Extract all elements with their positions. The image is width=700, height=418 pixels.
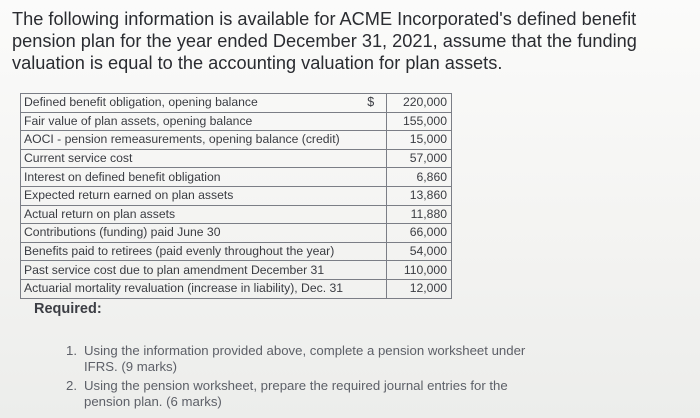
row-label: Contributions (funding) paid June 30 [21, 224, 387, 243]
row-value: 11,880 [386, 205, 451, 224]
row-label: Benefits paid to retirees (paid evenly throughout the year) [21, 242, 387, 261]
row-label: Fair value of plan assets, opening balance [21, 112, 387, 131]
row-label: Actual return on plan assets [21, 205, 387, 224]
row-value: 54,000 [386, 242, 451, 261]
table-row [21, 94, 452, 113]
row-label: AOCI - pension remeasurements, opening balance (credit) [21, 131, 387, 150]
row-value: 15,000 [386, 131, 451, 150]
table-row [21, 112, 452, 131]
item-text-line-1: Using the information provided above, complete a pension worksheet under [84, 343, 526, 358]
table-row [21, 186, 452, 205]
row-label: Interest on defined benefit obligation [21, 168, 387, 187]
table-row [21, 149, 452, 168]
row-label: Actuarial mortality revaluation (increase in liability), Dec. 31 [21, 279, 387, 298]
row-value: 13,860 [386, 186, 451, 205]
table-row [21, 224, 452, 243]
row-value: 6,860 [386, 168, 451, 187]
row-label: Current service cost [21, 149, 387, 168]
item-text-line-2: IFRS. (9 marks) [84, 358, 178, 374]
row-value: 66,000 [386, 224, 451, 243]
row-label: Past service cost due to plan amendment December 31 [21, 261, 387, 280]
row-value: 57,000 [386, 149, 451, 168]
row-value: 12,000 [386, 279, 451, 298]
required-heading: Required: [34, 301, 102, 317]
table-row [21, 131, 452, 150]
table-row [21, 279, 452, 298]
intro-line-3: valuation is equal to the accounting valuation for plan assets. [12, 53, 503, 73]
intro-paragraph [12, 8, 672, 74]
item-text-line-2: pension plan. (6 marks) [84, 393, 222, 409]
table-row [21, 242, 452, 261]
item-text-line-1: Using the pension worksheet, prepare the required journal entries for the [84, 378, 508, 393]
requirements-list [66, 343, 626, 413]
list-item [66, 378, 626, 409]
table-row [21, 168, 452, 187]
row-label: Defined benefit obligation, opening balance [21, 94, 365, 113]
pension-data-table [20, 93, 452, 299]
table-row [21, 205, 452, 224]
row-value: 155,000 [386, 112, 451, 131]
intro-line-1: The following information is available for ACME Incorporated's defined benefit [12, 9, 637, 29]
intro-line-2: pension plan for the year ended December 31, 2021, assume that the funding [12, 31, 637, 51]
row-value: 110,000 [386, 261, 451, 280]
currency-symbol: $ [364, 94, 386, 113]
table-row [21, 261, 452, 280]
row-label: Expected return earned on plan assets [21, 186, 387, 205]
item-number: 1. [66, 343, 77, 358]
row-value: 220,000 [386, 94, 451, 113]
item-number: 2. [66, 378, 77, 393]
list-item [66, 343, 626, 374]
